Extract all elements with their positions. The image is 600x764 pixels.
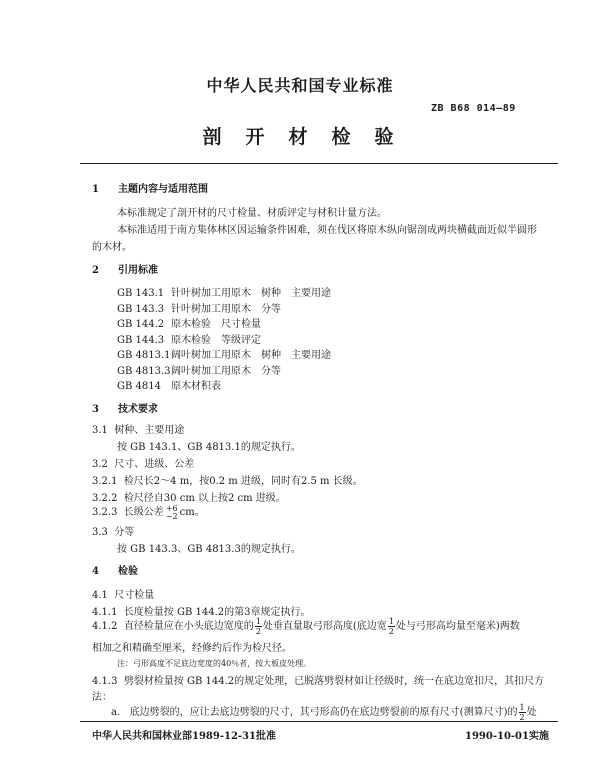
clause-text: 长度检量按 GB 144.2的第3章规定执行。: [123, 607, 311, 618]
clause-3-2-3: [92, 503, 205, 521]
section-title: 技术要求: [118, 404, 158, 415]
reference-item: [117, 315, 261, 330]
clause-number: 4.1.2: [92, 621, 118, 632]
fraction-denominator: 2: [255, 627, 261, 636]
section-number: 2: [92, 265, 99, 276]
fraction-denominator: 2: [519, 713, 525, 722]
length-tolerance: [166, 505, 178, 521]
clause-body: 按 GB 143.1、GB 4813.1的规定执行。: [117, 442, 301, 453]
reference-title: 阔叶树加工用原木 树种 主要用途: [171, 350, 331, 361]
reference-title: 原木检验 尺寸检量: [171, 319, 261, 330]
clause-label: 分等: [114, 527, 135, 538]
clause-number: 3.2: [92, 459, 108, 470]
clause-number: 3.2.1: [92, 476, 118, 487]
clause-3-2-1: [92, 472, 363, 487]
clause-number: 4.1: [92, 590, 108, 601]
note: 注：弓形高度不足底边宽度的40％者，按大板皮处理。: [117, 659, 312, 668]
section-number: 1: [92, 184, 99, 195]
section-3-heading: [92, 400, 158, 415]
item-text: 底边劈裂的，应让去底边劈裂的尺寸，其弓形高仍在底边劈裂前的原有尺寸(测算尺寸)的: [129, 707, 518, 718]
reference-code: GB 143.1: [117, 288, 165, 299]
reference-code: GB 4814: [117, 381, 161, 392]
item-text: 处: [526, 707, 537, 718]
section-number: 4: [92, 566, 99, 577]
effective-date: 1990-10-01实施: [465, 731, 549, 742]
section-2-heading: [92, 261, 158, 276]
reference-code: GB 144.2: [117, 319, 165, 330]
paragraph-continuation: 的木材。: [92, 242, 132, 253]
document-title: 剖开材检验: [202, 126, 418, 148]
section-1-heading: [92, 180, 208, 195]
reference-title: 原木检验 等级评定: [171, 334, 261, 346]
clause-4-1-1: [92, 603, 311, 618]
clause-text: 劈裂材检量按 GB 144.2的规定处理，已脱落劈裂材如让径级时，统一在底边宽扣尺，其扣尺方: [123, 676, 545, 687]
reference-code: GB 143.3: [117, 303, 165, 315]
reference-item: [117, 284, 331, 299]
fraction-half: [255, 617, 262, 636]
clause-number: 3.1: [92, 425, 108, 436]
clause-continuation: 法：: [92, 692, 112, 703]
clause-text: 长级公差: [123, 507, 164, 518]
reference-title: 针叶树加工用原木 分等: [171, 303, 281, 315]
clause-4-1-3: [92, 672, 544, 687]
reference-title: 原木材积表: [171, 381, 221, 392]
clause-3-2-2: [92, 489, 286, 504]
header-divider: [80, 163, 558, 164]
clause-label: 树种、主要用途: [114, 425, 185, 436]
reference-title: 针叶树加工用原木 树种 主要用途: [171, 288, 331, 299]
section-title: 主题内容与适用范围: [118, 184, 208, 195]
reference-code: GB 4813.3: [117, 365, 171, 377]
clause-number: 4.1.1: [92, 607, 118, 618]
section-number: 3: [92, 404, 99, 415]
clause-text: 检尺长2～4 m，按0.2 m 进级，同时有2.5 m 长级。: [123, 476, 363, 487]
reference-code: GB 4813.1: [117, 350, 171, 361]
clause-text: 直径检量应在小头底边宽度的: [123, 621, 254, 632]
list-item-a: [111, 703, 537, 722]
fraction-numerator: 1: [388, 617, 394, 626]
clause-number: 3.3: [92, 527, 108, 538]
clause-number: 3.2.3: [92, 507, 118, 518]
clause-4-1: [92, 586, 154, 601]
clause-text: 处垂直量取弓形高度(底边宽: [262, 621, 387, 632]
paragraph: 本标准适用于南方集体林区因运输条件困难，须在伐区将原木纵向锯剖成两块横截面近似半圆形: [117, 225, 537, 236]
clause-3-1: [92, 421, 184, 436]
tolerance-lower: −2: [165, 511, 178, 521]
reference-item: [117, 331, 261, 346]
clause-4-1-2: [92, 617, 520, 636]
fraction-half: [388, 617, 395, 636]
clause-label: 尺寸检量: [114, 590, 155, 601]
fraction-half: [519, 703, 526, 722]
reference-item: [117, 362, 281, 377]
item-marker: a.: [111, 707, 121, 718]
fraction-numerator: 1: [255, 617, 261, 626]
fraction-denominator: 2: [388, 627, 394, 636]
reference-item: [117, 346, 331, 361]
reference-code: GB 144.3: [117, 334, 165, 346]
section-4-heading: [92, 562, 138, 577]
standard-code: ZB B68 014—89: [431, 103, 516, 114]
clause-body: 按 GB 143.3、GB 4813.3的规定执行。: [117, 544, 301, 555]
paragraph: 本标准规定了剖开材的尺寸检量、材质评定与材积计量方法。: [117, 208, 387, 219]
approval-line: 中华人民共和国林业部1989-12-31批准: [92, 731, 276, 742]
clause-number: 4.1.3: [92, 676, 118, 687]
fraction-numerator: 1: [519, 703, 525, 712]
standard-organization: 中华人民共和国专业标准: [206, 76, 394, 95]
clause-3-2: [92, 455, 194, 470]
clause-number: 3.2.2: [92, 493, 118, 504]
reference-title: 阔叶树加工用原木 分等: [171, 365, 281, 377]
reference-item: [117, 300, 281, 315]
section-title: 引用标准: [118, 265, 158, 276]
clause-continuation: 相加之和精确至厘米，经修约后作为检尺径。: [92, 643, 292, 654]
footer-divider: [80, 721, 558, 722]
section-title: 检验: [118, 566, 138, 577]
reference-item: [117, 377, 221, 392]
clause-label: 尺寸、进级、公差: [114, 459, 195, 470]
clause-text: 检尺径自30 cm 以上按2 cm 进级。: [123, 493, 286, 504]
unit: cm。: [179, 507, 205, 518]
tolerance-upper: +6: [165, 503, 178, 513]
clause-text: 处与弓形高均量至毫米)两数: [395, 621, 520, 632]
clause-3-3: [92, 523, 134, 538]
